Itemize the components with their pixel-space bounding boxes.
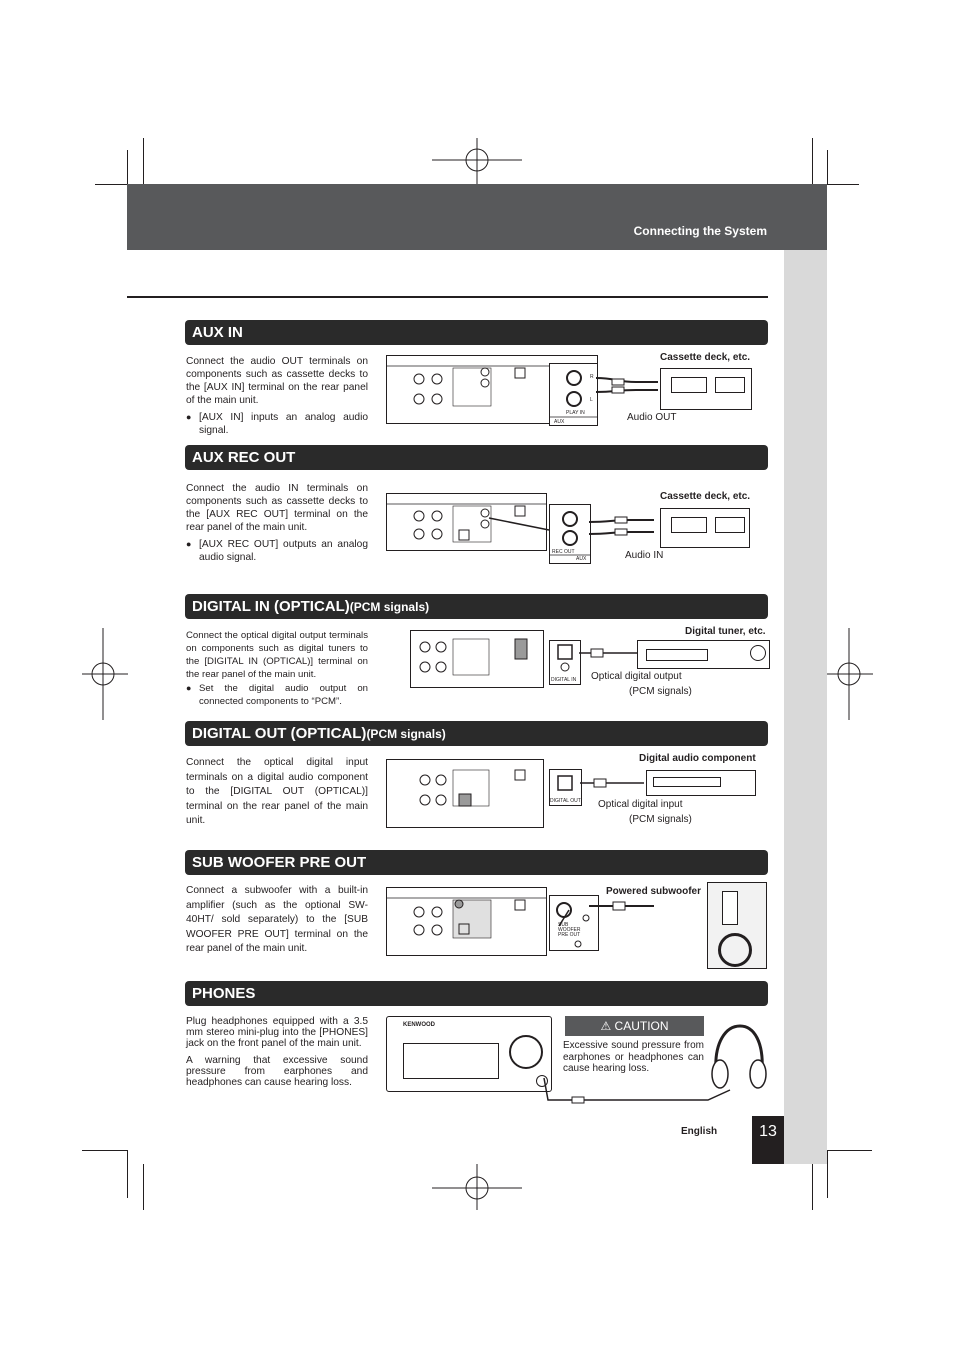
paragraph: Connect the optical digital input terminals on a digital audio component to the [DIGITAL OUT (OPTICAL)] terminal on the rear panel of the main unit.	[186, 757, 368, 826]
bullet-item: ● [AUX REC OUT] outputs an analog audio signal.	[186, 538, 368, 564]
section-title-digital-out	[185, 721, 768, 746]
language-label: English	[681, 1126, 718, 1137]
section-title-aux-in	[185, 320, 768, 345]
section-title-sub-woofer	[185, 850, 768, 875]
aux-in-jack-panel	[549, 363, 598, 426]
crop-mark	[812, 1164, 813, 1210]
sub-woofer-description	[186, 884, 368, 957]
paragraph: Connect a subwoofer with a built-in amplifier (such as the optional SW-40HT/ sold separately) to the [SUB WOOFER PRE OUT] terminal on the rear panel of the main unit.	[186, 885, 368, 954]
aux-label: AUX	[576, 556, 587, 562]
caution-text: Excessive sound pressure from earphones or headphones can cause hearing loss.	[563, 1040, 704, 1074]
header-band	[127, 184, 827, 250]
crop-mark	[827, 184, 859, 185]
section-title-text: AUX REC OUT	[192, 449, 296, 466]
caution-title: CAUTION	[614, 1019, 669, 1033]
device-label: Digital tuner, etc.	[685, 626, 766, 637]
cable-sub-label: (PCM signals)	[629, 814, 692, 825]
digital-out-label: DIGITAL OUT	[550, 798, 581, 804]
digital-out-description	[186, 756, 368, 829]
registration-mark	[827, 628, 873, 720]
crop-mark	[143, 138, 144, 184]
aux-rec-out-description	[186, 482, 368, 564]
crop-mark	[827, 150, 828, 184]
cable-label: Audio OUT	[627, 412, 677, 423]
cable-label: Optical digital output	[591, 671, 682, 682]
bullet-item: ● [AUX IN] inputs an analog audio signal.	[186, 411, 368, 437]
section-title-aux-rec-out	[185, 445, 768, 470]
woofer-label: WOOFER	[558, 927, 581, 933]
page-number	[752, 1116, 784, 1164]
cable-label: Optical digital input	[598, 799, 683, 810]
rear-panel-drawing	[411, 631, 543, 687]
aux-label: AUX	[554, 419, 565, 425]
paragraph: Connect the optical digital output terminals on components such as digital tuners to the [DIGITAL IN (OPTICAL)] terminal on the rear panel of the main unit.	[186, 630, 368, 680]
cable-label: Audio IN	[625, 550, 664, 561]
section-title-sub: (PCM signals)	[349, 600, 430, 614]
warning-icon: ⚠	[600, 1019, 615, 1033]
crop-mark	[827, 1150, 872, 1151]
pre-out-label: PRE OUT	[558, 932, 581, 938]
registration-mark	[432, 138, 522, 184]
rear-panel-diagram	[386, 887, 547, 956]
paragraph: Connect the audio OUT terminals on components such as cassette decks to the [AUX IN] terminal on the rear panel of the main unit.	[186, 356, 368, 406]
front-panel-diagram	[386, 1016, 552, 1092]
section-title-text: DIGITAL IN (OPTICAL)	[192, 598, 350, 615]
headphones-icon	[708, 1022, 768, 1094]
registration-mark	[82, 628, 128, 720]
paragraph: Connect the audio IN terminals on components such as cassette decks to the [AUX REC OUT] terminal on the rear panel of the main unit.	[186, 483, 368, 533]
crop-mark	[127, 1150, 128, 1198]
device-label: Cassette deck, etc.	[660, 491, 751, 502]
phones-description	[186, 1016, 368, 1088]
brand-logo: KENWOOD	[403, 1022, 435, 1028]
sub-woofer-cable	[549, 900, 659, 930]
section-title-text: SUB WOOFER PRE OUT	[192, 854, 367, 871]
subwoofer-icon	[707, 882, 767, 969]
page-number-text: 13	[759, 1123, 777, 1140]
section-title-text: PHONES	[192, 985, 256, 1002]
section-title-phones	[185, 981, 768, 1006]
crop-mark	[812, 138, 813, 184]
rear-panel-drawing	[387, 888, 546, 955]
digital-out-jack-panel	[549, 769, 582, 806]
device-label: Digital audio component	[639, 753, 756, 764]
rear-panel-diagram	[386, 759, 544, 828]
optical-cable	[579, 645, 639, 665]
rear-panel-drawing	[387, 760, 543, 827]
sub-label: SUB	[558, 922, 569, 928]
channel-l-label: L	[590, 397, 593, 403]
crop-mark	[82, 1150, 127, 1151]
paragraph: A warning that excessive sound pressure from earphones and headphones can cause hearing loss.	[186, 1055, 368, 1088]
crop-mark	[127, 150, 128, 184]
rca-cable	[489, 508, 659, 542]
bullet-item: ● Set the digital audio output on connected components to “PCM”.	[186, 682, 368, 708]
crop-mark	[827, 1150, 828, 1198]
digital-in-jack-panel	[549, 640, 581, 685]
optical-cable	[580, 776, 646, 792]
digital-in-description	[186, 629, 368, 708]
cable-sub-label: (PCM signals)	[629, 686, 692, 697]
rca-cable	[596, 374, 666, 399]
page-header-title: Connecting the System	[633, 224, 767, 238]
header-rule	[127, 296, 768, 298]
section-title-sub: (PCM signals)	[366, 727, 446, 741]
crop-mark	[143, 1164, 144, 1210]
channel-r-label: R	[590, 374, 594, 380]
device-label: Cassette deck, etc.	[660, 352, 751, 363]
cassette-deck-icon	[660, 508, 750, 548]
digital-audio-component-icon	[646, 770, 756, 796]
cassette-deck-icon	[660, 368, 752, 410]
play-in-label: PLAY IN	[566, 410, 585, 416]
aux-in-description	[186, 355, 368, 437]
rec-out-label: REC OUT	[552, 549, 575, 555]
section-title-text: AUX IN	[192, 324, 243, 341]
section-title-digital-in	[185, 594, 768, 619]
paragraph: Plug headphones equipped with a 3.5 mm stereo mini-plug into the [PHONES] jack on the front panel of the main unit.	[186, 1016, 368, 1049]
digital-tuner-icon	[637, 640, 770, 669]
device-label: Powered subwoofer	[606, 886, 702, 897]
digital-in-label: DIGITAL IN	[551, 677, 577, 683]
side-tab-band	[784, 250, 827, 1164]
registration-mark	[432, 1164, 522, 1210]
caution-banner	[565, 1016, 704, 1036]
rear-panel-diagram	[410, 630, 544, 688]
section-title-text: DIGITAL OUT (OPTICAL)	[192, 725, 367, 742]
